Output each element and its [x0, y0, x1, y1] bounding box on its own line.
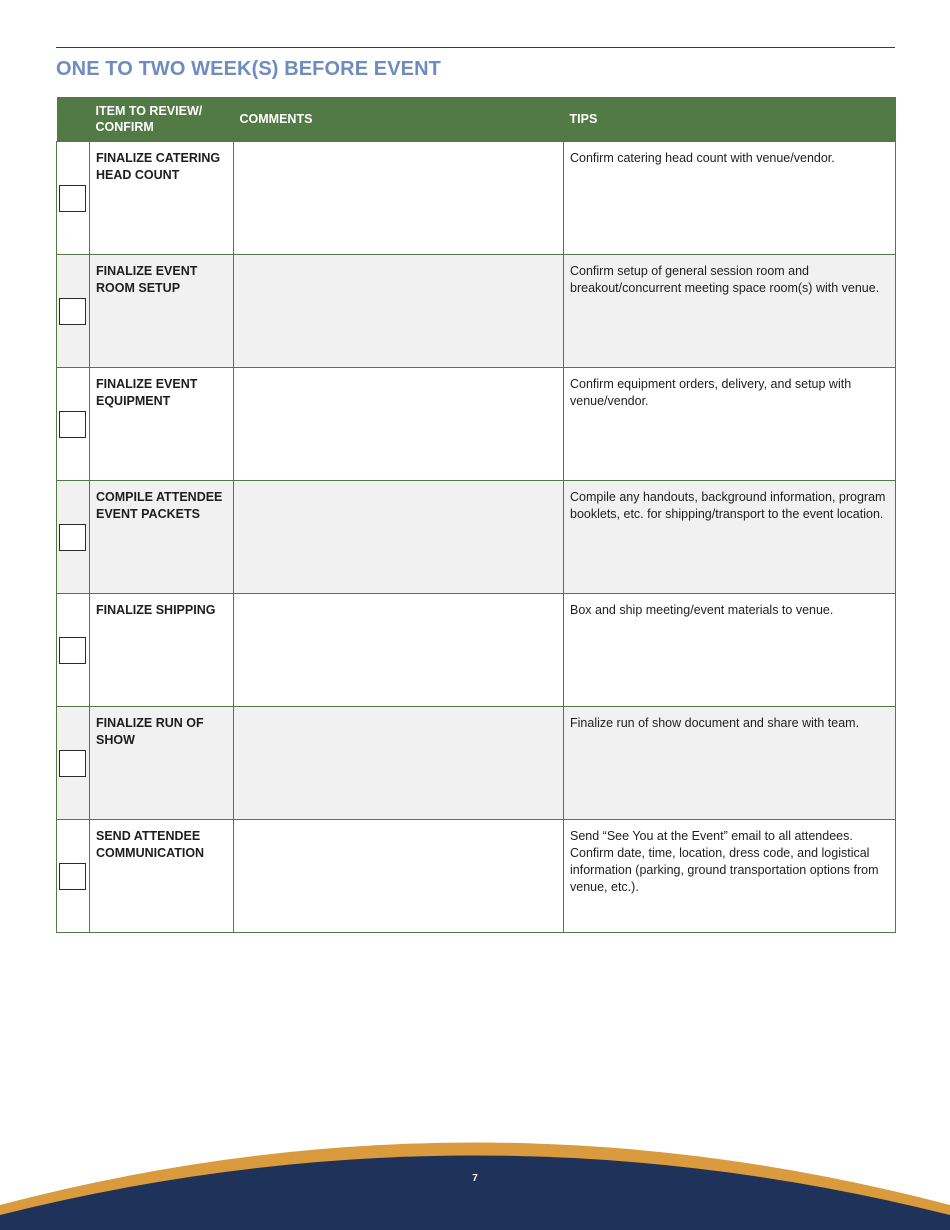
checkbox-cell: [57, 594, 90, 707]
checkbox-cell: [57, 368, 90, 481]
table-row: [57, 142, 896, 255]
footer-navy-band: [0, 1156, 950, 1230]
item-cell: [90, 255, 234, 368]
checkbox-cell: [57, 142, 90, 255]
tip-text: Send “See You at the Event” email to all attendees. Confirm date, time, location, dress code, and logistical information (parking, ground transportation options from venue, etc.).: [570, 829, 879, 894]
header-item: ITEM TO REVIEW/ CONFIRM: [90, 97, 234, 142]
checkbox[interactable]: [59, 637, 86, 664]
item-label: FINALIZE CATERING HEAD COUNT: [96, 151, 221, 182]
item-cell: [90, 368, 234, 481]
comment-field[interactable]: [234, 707, 564, 820]
item-cell: [90, 820, 234, 933]
page-number: 7: [472, 1173, 478, 1184]
item-cell: [90, 707, 234, 820]
tip-text: Finalize run of show document and share with team.: [570, 716, 860, 730]
table-row: [57, 707, 896, 820]
comment-field[interactable]: [234, 368, 564, 481]
item-cell: [90, 481, 234, 594]
comment-field[interactable]: [234, 255, 564, 368]
header-comments: COMMENTS: [234, 97, 564, 142]
table-row: [57, 820, 896, 933]
table-row: [57, 255, 896, 368]
header-checkbox-column: [57, 97, 90, 142]
item-label: FINALIZE EVENT ROOM SETUP: [96, 264, 198, 295]
tip-cell: [564, 594, 896, 707]
comment-field[interactable]: [234, 594, 564, 707]
tip-cell: [564, 255, 896, 368]
checkbox[interactable]: [59, 298, 86, 325]
header-tips: TIPS: [564, 97, 896, 142]
comment-field[interactable]: [234, 142, 564, 255]
tip-cell: [564, 368, 896, 481]
item-label: SEND ATTENDEE COMMUNICATION: [96, 829, 205, 860]
item-cell: [90, 594, 234, 707]
section-title: ONE TO TWO WEEK(S) BEFORE EVENT: [56, 58, 441, 80]
top-divider: [56, 47, 895, 48]
item-label: FINALIZE EVENT EQUIPMENT: [96, 377, 198, 408]
checkbox[interactable]: [59, 750, 86, 777]
tip-text: Confirm equipment orders, delivery, and setup with venue/vendor.: [570, 377, 852, 408]
tip-text: Confirm catering head count with venue/vendor.: [570, 151, 835, 165]
tip-cell: [564, 142, 896, 255]
comment-field[interactable]: [234, 481, 564, 594]
checkbox[interactable]: [59, 185, 86, 212]
checkbox-cell: [57, 255, 90, 368]
checkbox[interactable]: [59, 411, 86, 438]
checkbox[interactable]: [59, 863, 86, 890]
tip-cell: [564, 820, 896, 933]
table-row: [57, 594, 896, 707]
checkbox-cell: [57, 820, 90, 933]
tip-cell: [564, 481, 896, 594]
tip-text: Compile any handouts, background information, program booklets, etc. for shipping/transport to the event location.: [570, 490, 886, 521]
comment-field[interactable]: [234, 820, 564, 933]
checkbox[interactable]: [59, 524, 86, 551]
table-header-row: [57, 97, 896, 142]
checklist-table: [56, 97, 896, 933]
tip-text: Box and ship meeting/event materials to venue.: [570, 603, 834, 617]
checkbox-cell: [57, 707, 90, 820]
item-cell: [90, 142, 234, 255]
item-label: FINALIZE RUN OF SHOW: [96, 716, 204, 747]
item-label: FINALIZE SHIPPING: [96, 603, 216, 617]
table-row: [57, 481, 896, 594]
tip-text: Confirm setup of general session room and breakout/concurrent meeting space room(s) with venue.: [570, 264, 880, 295]
table-row: [57, 368, 896, 481]
tip-cell: [564, 707, 896, 820]
checkbox-cell: [57, 481, 90, 594]
item-label: COMPILE ATTENDEE EVENT PACKETS: [96, 490, 223, 521]
